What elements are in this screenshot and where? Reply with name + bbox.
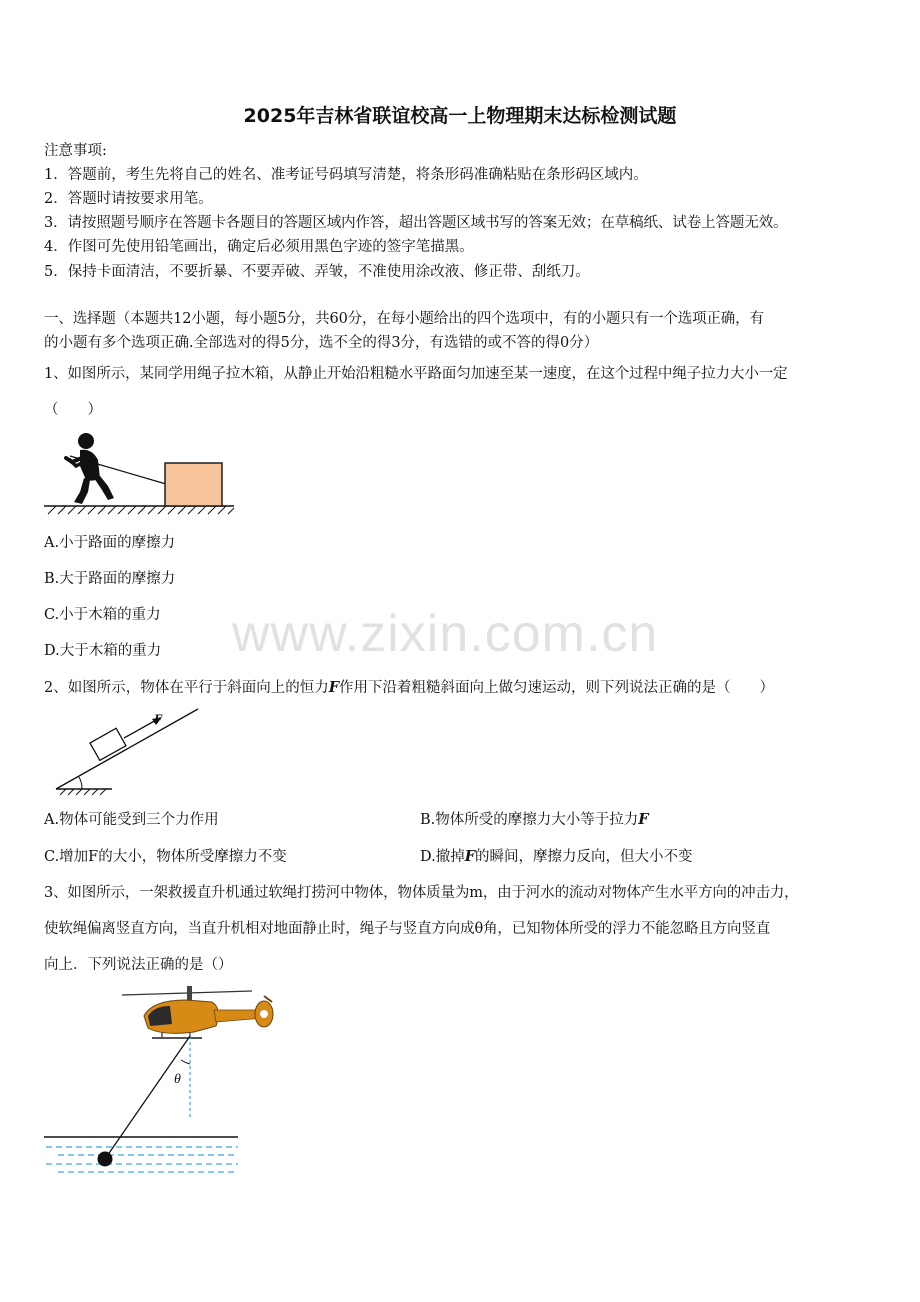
notice-item: 5．保持卡面清洁，不要折暴、不要弄破、弄皱，不准使用涂改液、修正带、刮纸刀。 — [44, 264, 590, 280]
q2-figure — [52, 705, 212, 797]
watermark: www.zixin.com.cn — [232, 605, 659, 663]
notice-item: 4．作图可先使用铅笔画出，确定后必须用黑色字迹的签字笔描黑。 — [44, 239, 474, 255]
section-heading-cont: 的小题有多个选项正确.全部选对的得5分，选不全的得3分，有选错的或不答的得0分） — [44, 335, 599, 351]
water-lines — [46, 1147, 238, 1172]
q2-option-d[interactable] — [420, 845, 693, 866]
block-on-incline — [90, 728, 126, 760]
q2-stem-text: 2、如图所示，物体在平行于斜面向上的恒力 — [44, 680, 329, 696]
q1-option-d[interactable]: D.大于木箱的重力 — [44, 643, 162, 659]
q1-option-a[interactable]: A.小于路面的摩擦力 — [44, 535, 176, 551]
notice-heading: 注意事项: — [44, 143, 107, 159]
incline-plane — [56, 709, 198, 795]
q1-answer-paren: （ ） — [44, 402, 102, 418]
page-title: 2025年吉林省联谊校高一上物理期末达标检测试题 — [243, 105, 677, 127]
helicopter-icon — [122, 986, 273, 1038]
q2-option-b-text: B.物体所受的摩擦力大小等于拉力 — [420, 812, 639, 828]
angle-arc — [181, 1060, 190, 1064]
q2-option-a[interactable]: A.物体可能受到三个力作用 — [44, 812, 219, 828]
q2-option-b[interactable] — [420, 808, 649, 829]
force-label: F — [154, 711, 163, 726]
q3-stem-line: 3、如图所示，一架救援直升机通过软绳打捞河中物体，物体质量为m，由于河水的流动对物体产生水平方向的冲击力， — [44, 885, 799, 901]
q2-option-d-text: D.撤掉 — [420, 849, 465, 865]
force-symbol: F — [638, 811, 649, 828]
q2-stem — [44, 676, 774, 697]
q2-stem-text: 作用下沿着粗糙斜面向上做匀速运动，则下列说法正确的是（ ） — [339, 680, 775, 696]
q1-figure — [44, 428, 244, 520]
force-symbol: F — [328, 679, 340, 696]
rope — [105, 1036, 190, 1159]
wooden-crate — [165, 463, 222, 506]
q2-option-d-text: 的瞬间，摩擦力反向，但大小不变 — [475, 849, 693, 865]
theta-label: θ — [174, 1072, 181, 1087]
q3-figure — [44, 980, 284, 1180]
submerged-object — [98, 1152, 113, 1167]
force-symbol: F — [464, 848, 476, 865]
q3-stem-line: 向上．下列说法正确的是（） — [44, 957, 233, 973]
ground-hatch — [44, 506, 234, 514]
q2-option-c[interactable]: C.增加F的大小，物体所受摩擦力不变 — [44, 849, 287, 865]
notice-item: 2．答题时请按要求用笔。 — [44, 191, 213, 207]
q3-stem-line: 使软绳偏离竖直方向，当直升机相对地面静止时，绳子与竖直方向成θ角，已知物体所受的浮力不能忽略且方向竖直 — [44, 921, 771, 937]
q1-option-b[interactable]: B.大于路面的摩擦力 — [44, 571, 176, 587]
notice-item: 3．请按照题号顺序在答题卡各题目的答题区域内作答，超出答题区域书写的答案无效；在草稿纸、试卷上答题无效。 — [44, 215, 788, 231]
person-pulling-icon — [66, 433, 114, 504]
section-heading: 一、选择题（本题共12小题，每小题5分，共60分，在每小题给出的四个选项中，有的小题只有一个选项正确，有 — [44, 311, 764, 327]
notice-item: 1．答题前，考生先将自己的姓名、准考证号码填写清楚，将条形码准确粘贴在条形码区域内。 — [44, 167, 648, 183]
q1-option-c[interactable]: C.小于木箱的重力 — [44, 607, 161, 623]
q1-stem: 1、如图所示，某同学用绳子拉木箱，从静止开始沿粗糙水平路面匀加速至某一速度，在这个过程中绳子拉力大小一定 — [44, 366, 788, 382]
